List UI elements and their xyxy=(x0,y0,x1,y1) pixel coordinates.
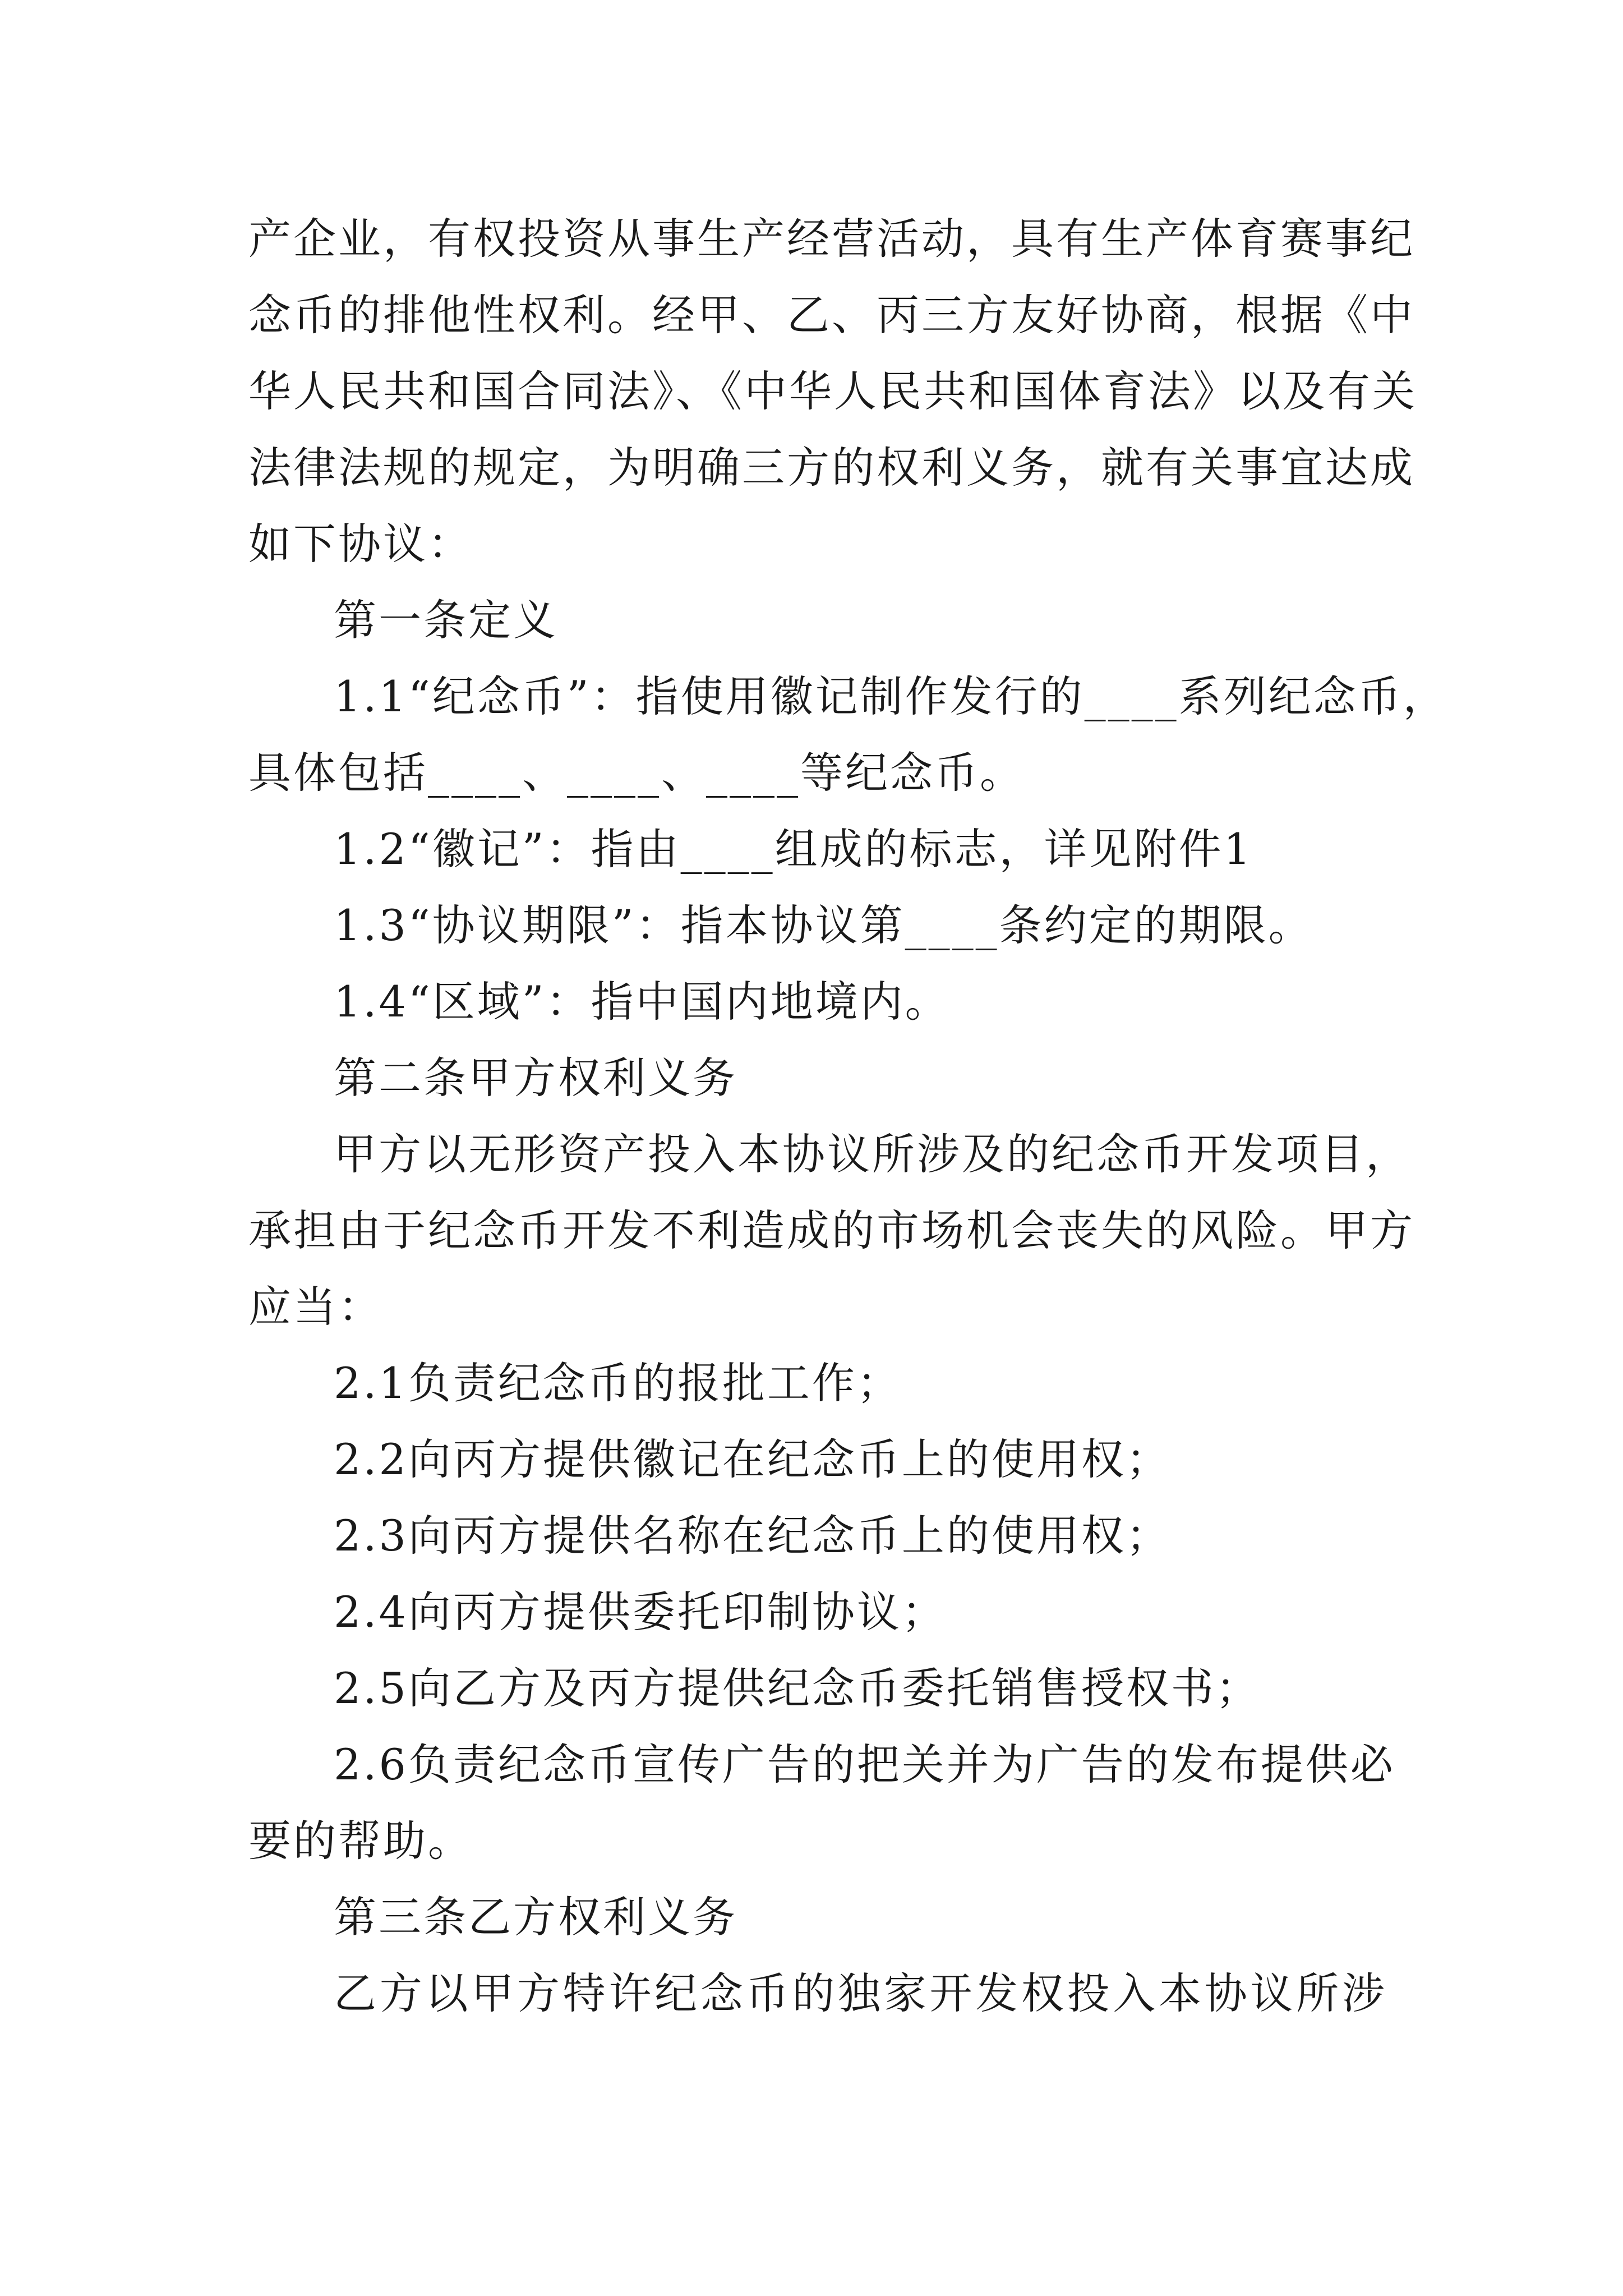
clause-line: 1.3“协议期限”：指本协议第____条约定的期限。 xyxy=(334,900,1313,950)
section-heading: 第三条乙方权利义务 xyxy=(334,1892,737,1942)
paragraph-line: 产企业，有权投资从事生产经营活动，具有生产体育赛事纪 xyxy=(248,214,1415,264)
section-heading: 第一条定义 xyxy=(334,595,558,645)
clause-line: 2.2向丙方提供徽记在纪念币上的使用权； xyxy=(334,1434,1171,1484)
clause-line: 2.1负责纪念币的报批工作； xyxy=(334,1358,902,1408)
clause-line: 1.2“徽记”：指由____组成的标志，详见附件1 xyxy=(334,824,1253,874)
paragraph-line: 法律法规的规定，为明确三方的权利义务，就有关事宜达成 xyxy=(248,443,1415,493)
paragraph-line: 华人民共和国合同法》、《中华人民共和国体育法》以及有关 xyxy=(248,366,1417,416)
clause-line: 2.5向乙方及丙方提供纪念币委托销售授权书； xyxy=(334,1663,1261,1713)
section-heading: 第二条甲方权利义务 xyxy=(334,1053,737,1103)
clause-line: 1.4“区域”：指中国内地境内。 xyxy=(334,977,950,1027)
clause-line: 具体包括____、____、____等纪念币。 xyxy=(248,748,1025,798)
clause-line: 2.6负责纪念币宣传广告的把关并为广告的发布提供必 xyxy=(334,1740,1395,1789)
paragraph-line: 念币的排他性权利。经甲、乙、丙三方友好协商，根据《中 xyxy=(248,290,1415,340)
clause-line: 2.3向丙方提供名称在纪念币上的使用权； xyxy=(334,1511,1171,1561)
document-body xyxy=(248,201,1448,2032)
paragraph-line: 甲方以无形资产投入本协议所涉及的纪念币开发项目， xyxy=(334,1129,1410,1179)
clause-line: 要的帮助。 xyxy=(248,1816,473,1866)
clause-line: 2.4向丙方提供委托印制协议； xyxy=(334,1587,947,1637)
paragraph-line: 承担由于纪念币开发不利造成的市场机会丧失的风险。甲方 xyxy=(248,1205,1415,1255)
paragraph-line: 应当： xyxy=(248,1282,383,1332)
paragraph-line: 乙方以甲方特许纪念币的独家开发权投入本协议所涉 xyxy=(334,1968,1387,2018)
paragraph-line: 如下协议： xyxy=(248,519,473,569)
clause-line: 1.1“纪念币”：指使用徽记制作发行的____系列纪念币， xyxy=(334,671,1448,721)
